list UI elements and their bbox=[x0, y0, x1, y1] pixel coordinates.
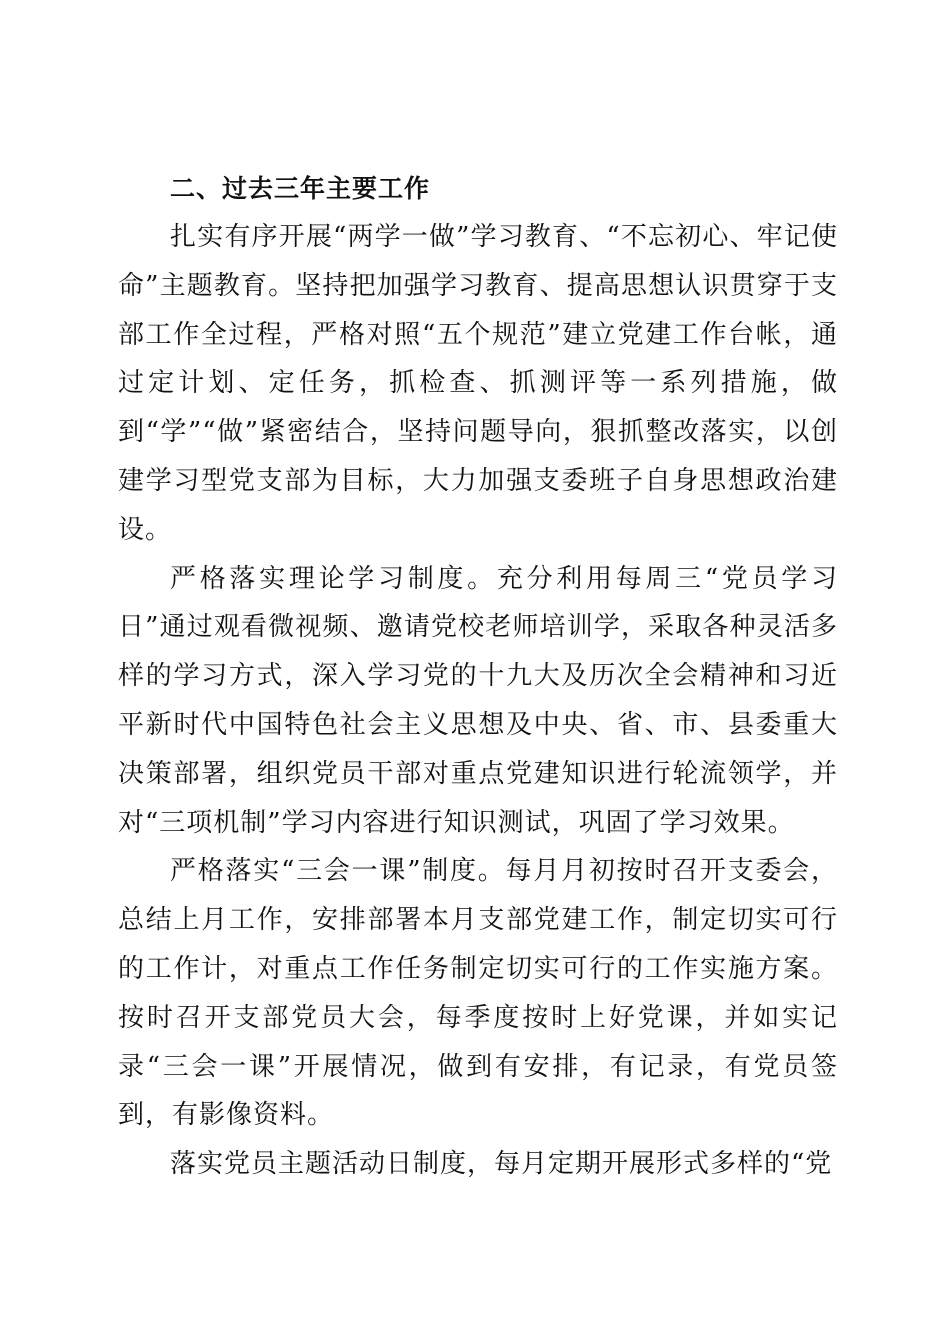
document-body bbox=[118, 165, 838, 1189]
paragraph-three-meetings: 严格落实“三会一课”制度。每月月初按时召开支委会，总结上月工作，安排部署本月支部党建工作，制定切实可行的工作计，对重点工作任务制定切实可行的工作实施方案。按时召开支部党员大会，每季度按时上好党课，并如实记录“三会一课”开展情况，做到有安排，有记录，有党员签到，有影像资料。 bbox=[118, 856, 838, 1131]
paragraph-study-education: 扎实有序开展“两学一做”学习教育、“不忘初心、牢记使命”主题教育。坚持把加强学习教育、提高思想认识贯穿于支部工作全过程，严格对照“五个规范”建立党建工作台帐，通过定计划、定任务，抓检查、抓测评等一系列措施，做到“学”“做”紧密结合，坚持问题导向，狠抓整改落实，以创建学习型党支部为目标，大力加强支委班子自身思想政治建设。 bbox=[118, 222, 838, 545]
paragraph-theme-activity: 落实党员主题活动日制度，每月定期开展形式多样的“党 bbox=[170, 1149, 833, 1180]
paragraph-theory-study: 严格落实理论学习制度。充分利用每周三“党员学习日”通过观看微视频、邀请党校老师培训学，采取各种灵活多样的学习方式，深入学习党的十九大及历次全会精神和习近平新时代中国特色社会主义思想及中央、省、市、县委重大决策部署，组织党员干部对重点党建知识进行轮流领学，并对“三项机制”学习内容进行知识测试，巩固了学习效果。 bbox=[118, 563, 838, 838]
section-heading: 二、过去三年主要工作 bbox=[170, 174, 431, 203]
